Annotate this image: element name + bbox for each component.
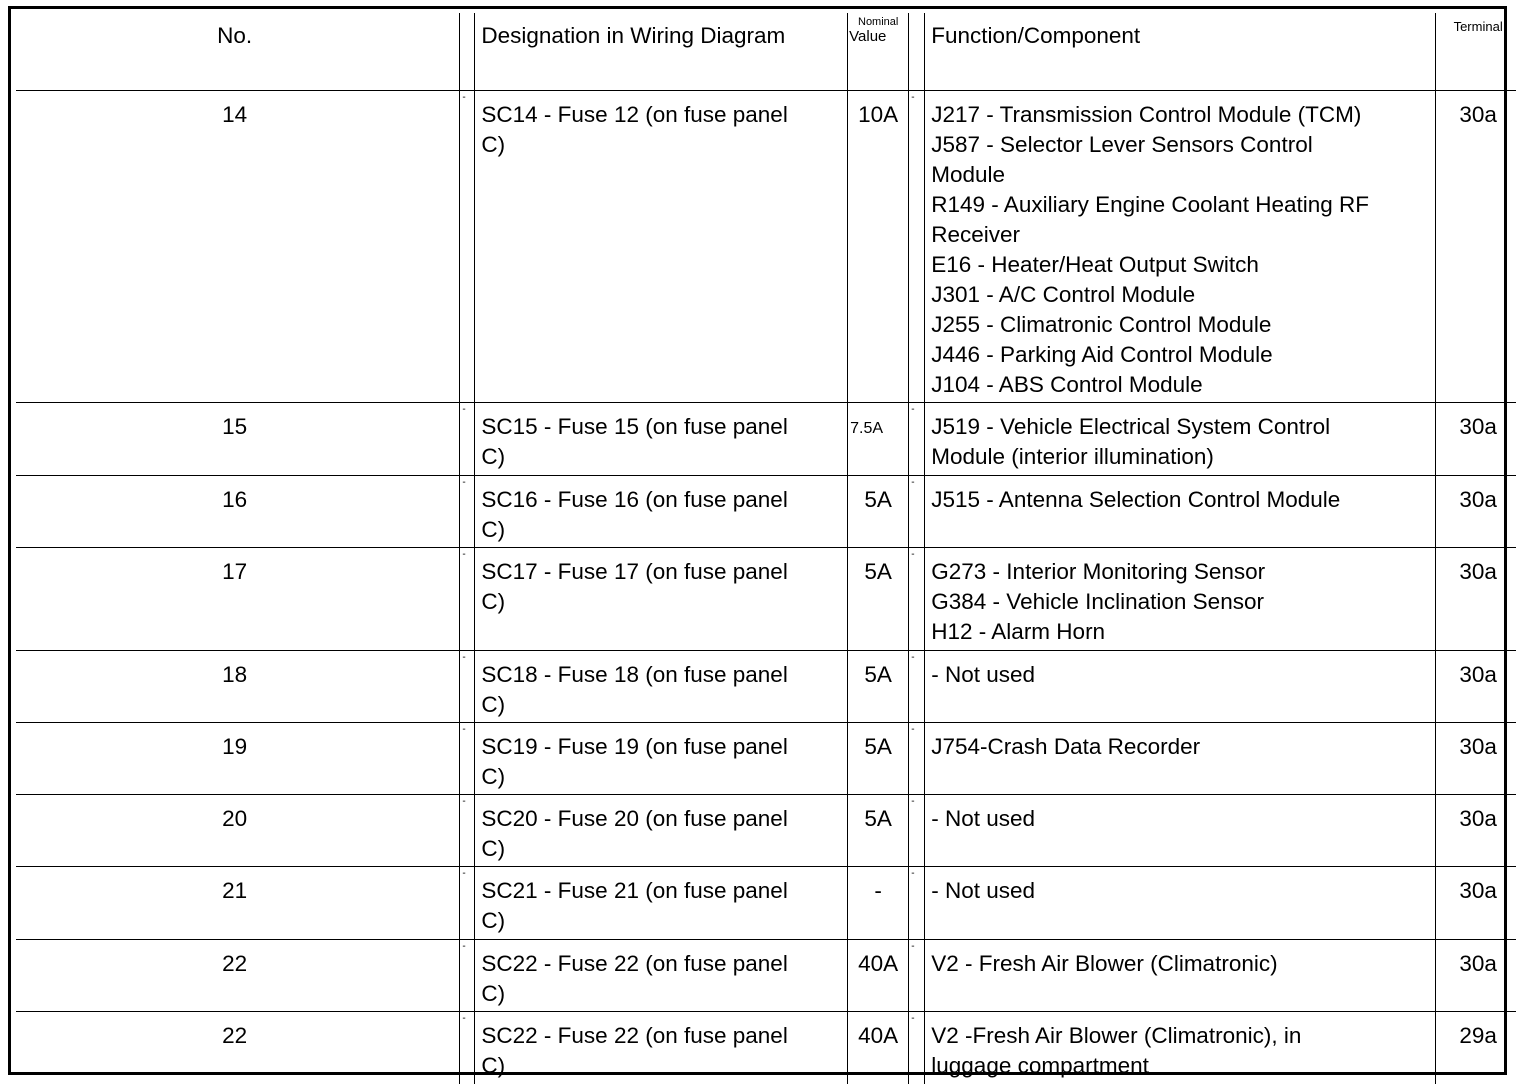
dash-mark: - [462, 549, 466, 560]
function-line: H12 - Alarm Horn [931, 619, 1106, 644]
function-line: V2 -Fresh Air Blower (Climatronic), in [931, 1023, 1302, 1048]
function-cell [925, 1012, 1436, 1084]
function-line: J519 - Vehicle Electrical System Control [931, 414, 1331, 439]
spacer-cell [909, 91, 925, 403]
function-line: - Not used [931, 878, 1036, 903]
function-line: R149 - Auxiliary Engine Coolant Heating RF [931, 192, 1369, 217]
dash-mark: - [911, 92, 915, 103]
nominal-value: 40A [848, 1012, 909, 1084]
designation-line: SC15 - Fuse 15 (on fuse panel [481, 414, 788, 439]
function-cell [925, 548, 1436, 651]
function-line: E16 - Heater/Heat Output Switch [931, 252, 1259, 277]
designation-line: SC22 - Fuse 22 (on fuse panel [481, 951, 788, 976]
spacer-cell [909, 476, 925, 548]
function-line: J754-Crash Data Recorder [931, 734, 1201, 759]
terminal-value: 30a [1436, 867, 1516, 940]
spacer-cell [909, 867, 925, 940]
row-number: 18 [16, 651, 460, 723]
designation-line: SC19 - Fuse 19 (on fuse panel [481, 734, 788, 759]
header-function: Function/Component [925, 13, 1436, 91]
table-row [16, 403, 1516, 476]
spacer-cell [460, 91, 475, 403]
designation-line: C) [481, 981, 506, 1006]
function-line: - Not used [931, 662, 1036, 687]
designation-line: C) [481, 908, 506, 933]
terminal-value: 30a [1436, 91, 1516, 403]
dash-mark: - [462, 477, 466, 488]
function-cell [925, 795, 1436, 867]
row-number: 20 [16, 795, 460, 867]
terminal-value: 29a [1436, 1012, 1516, 1084]
designation-cell [475, 867, 848, 940]
function-line: G384 - Vehicle Inclination Sensor [931, 589, 1264, 614]
dash-mark: - [911, 1013, 915, 1024]
dash-mark: - [911, 477, 915, 488]
spacer-cell [909, 403, 925, 476]
header-row [16, 13, 1516, 91]
terminal-value: 30a [1436, 795, 1516, 867]
header-terminal: Terminal [1436, 13, 1516, 91]
table-row [16, 1012, 1516, 1084]
terminal-value: 30a [1436, 723, 1516, 795]
dash-mark: - [462, 724, 466, 735]
spacer-cell [460, 403, 475, 476]
spacer-cell [460, 867, 475, 940]
dash-mark: - [462, 404, 466, 415]
function-line: Module (interior illumination) [931, 444, 1214, 469]
function-cell [925, 91, 1436, 403]
designation-line: C) [481, 517, 506, 542]
function-cell [925, 940, 1436, 1012]
header-spacer [909, 13, 925, 91]
row-number: 19 [16, 723, 460, 795]
designation-line: SC14 - Fuse 12 (on fuse panel [481, 102, 788, 127]
function-line: J104 - ABS Control Module [931, 372, 1203, 397]
designation-line: C) [481, 1053, 506, 1078]
spacer-cell [460, 940, 475, 1012]
row-number: 22 [16, 940, 460, 1012]
dash-mark: - [911, 941, 915, 952]
designation-line: SC22 - Fuse 22 (on fuse panel [481, 1023, 788, 1048]
dash-mark: - [911, 652, 915, 663]
function-line: V2 - Fresh Air Blower (Climatronic) [931, 951, 1278, 976]
table-row [16, 476, 1516, 548]
function-line: J301 - A/C Control Module [931, 282, 1196, 307]
designation-cell [475, 723, 848, 795]
table-row [16, 91, 1516, 403]
nominal-value: 5A [848, 548, 909, 651]
designation-cell [475, 1012, 848, 1084]
function-line: - Not used [931, 806, 1036, 831]
function-cell [925, 651, 1436, 723]
function-line: J217 - Transmission Control Module (TCM) [931, 102, 1362, 127]
spacer-cell [460, 1012, 475, 1084]
fuse-table-frame [8, 6, 1507, 1078]
dash-mark: - [462, 796, 466, 807]
row-number: 22 [16, 1012, 460, 1084]
function-cell [925, 476, 1436, 548]
row-number: 17 [16, 548, 460, 651]
table-row [16, 651, 1516, 723]
spacer-cell [460, 476, 475, 548]
designation-cell [475, 91, 848, 403]
row-number: 15 [16, 403, 460, 476]
nominal-value: 5A [848, 651, 909, 723]
table-row [16, 940, 1516, 1012]
dash-mark: - [911, 549, 915, 560]
table-row [16, 723, 1516, 795]
designation-line: SC20 - Fuse 20 (on fuse panel [481, 806, 788, 831]
dash-mark: - [462, 652, 466, 663]
spacer-cell [460, 651, 475, 723]
dash-mark: - [462, 941, 466, 952]
terminal-value: 30a [1436, 548, 1516, 651]
designation-line: C) [481, 589, 506, 614]
designation-line: C) [481, 132, 506, 157]
function-line: J255 - Climatronic Control Module [931, 312, 1272, 337]
designation-line: SC18 - Fuse 18 (on fuse panel [481, 662, 788, 687]
spacer-cell [460, 723, 475, 795]
function-line: J515 - Antenna Selection Control Module [931, 487, 1341, 512]
spacer-cell [460, 548, 475, 651]
dash-mark: - [911, 404, 915, 415]
nominal-value: 40A [848, 940, 909, 1012]
function-line: G273 - Interior Monitoring Sensor [931, 559, 1266, 584]
function-cell [925, 723, 1436, 795]
dash-mark: - [911, 796, 915, 807]
designation-line: C) [481, 836, 506, 861]
terminal-value: 30a [1436, 476, 1516, 548]
header-nominal-value [848, 13, 909, 91]
designation-cell [475, 795, 848, 867]
header-spacer [460, 13, 475, 91]
designation-line: SC17 - Fuse 17 (on fuse panel [481, 559, 788, 584]
nominal-value: 5A [848, 723, 909, 795]
dash-mark: - [462, 92, 466, 103]
spacer-cell [909, 651, 925, 723]
designation-cell [475, 548, 848, 651]
table-row [16, 548, 1516, 651]
designation-cell [475, 940, 848, 1012]
function-line: luggage compartment [931, 1053, 1149, 1078]
dash-mark: - [911, 724, 915, 735]
spacer-cell [460, 795, 475, 867]
row-number: 14 [16, 91, 460, 403]
designation-line: C) [481, 444, 506, 469]
designation-line: SC16 - Fuse 16 (on fuse panel [481, 487, 788, 512]
header-designation: Designation in Wiring Diagram [475, 13, 848, 91]
designation-cell [475, 476, 848, 548]
designation-cell [475, 403, 848, 476]
designation-line: SC21 - Fuse 21 (on fuse panel [481, 878, 788, 903]
spacer-cell [909, 795, 925, 867]
row-number: 16 [16, 476, 460, 548]
function-line: Receiver [931, 222, 1021, 247]
header-nominal-line2: Value [849, 28, 887, 45]
nominal-value: 5A [848, 795, 909, 867]
terminal-value: 30a [1436, 651, 1516, 723]
fuse-table [16, 13, 1516, 1084]
nominal-value: - [848, 867, 909, 940]
nominal-value: 5A [848, 476, 909, 548]
spacer-cell [909, 940, 925, 1012]
spacer-cell [909, 723, 925, 795]
table-row [16, 795, 1516, 867]
designation-line: C) [481, 764, 506, 789]
row-number: 21 [16, 867, 460, 940]
spacer-cell [909, 1012, 925, 1084]
header-no: No. [217, 23, 253, 48]
spacer-cell [909, 548, 925, 651]
nominal-value: 7.5A [848, 403, 909, 476]
function-line: J587 - Selector Lever Sensors Control [931, 132, 1313, 157]
table-row [16, 867, 1516, 940]
function-line: Module [931, 162, 1006, 187]
header-nominal-line1: Nominal [858, 16, 899, 28]
designation-line: C) [481, 692, 506, 717]
designation-cell [475, 651, 848, 723]
function-cell [925, 867, 1436, 940]
nominal-value: 10A [848, 91, 909, 403]
terminal-value: 30a [1436, 940, 1516, 1012]
function-line: J446 - Parking Aid Control Module [931, 342, 1273, 367]
dash-mark: - [462, 1013, 466, 1024]
dash-mark: - [462, 868, 466, 879]
dash-mark: - [911, 868, 915, 879]
function-cell [925, 403, 1436, 476]
terminal-value: 30a [1436, 403, 1516, 476]
